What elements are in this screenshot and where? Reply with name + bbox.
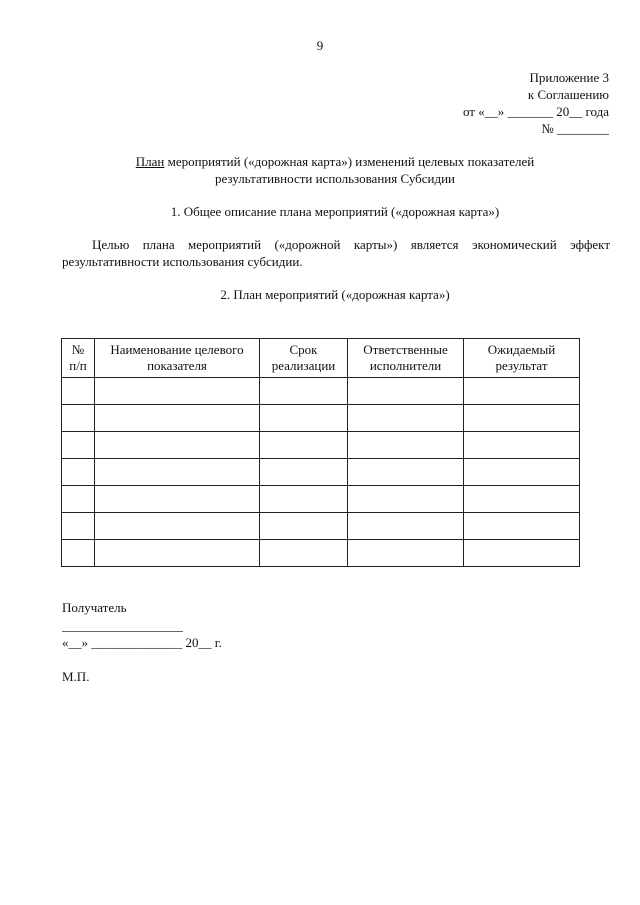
- table-cell: [348, 513, 464, 540]
- table-cell: [348, 432, 464, 459]
- annex-number: № ________: [541, 121, 609, 136]
- table-cell: [95, 486, 260, 513]
- header-deadline: Срок реализации: [260, 339, 348, 378]
- table-cell: [95, 459, 260, 486]
- document-title: [60, 153, 610, 187]
- header-indicator-name: Наименование целевого показателя: [95, 339, 260, 378]
- table-row: [62, 405, 580, 432]
- table-cell: [62, 513, 95, 540]
- table-cell: [62, 486, 95, 513]
- table-cell: [95, 432, 260, 459]
- table-row: [62, 432, 580, 459]
- title-line1: мероприятий («дорожная карта») изменений целевых показателей: [164, 154, 535, 169]
- table-cell: [464, 513, 580, 540]
- header-number: № п/п: [62, 339, 95, 378]
- table-cell: [464, 432, 580, 459]
- table-header-row: [62, 339, 580, 378]
- date-line: «__» ______________ 20__ г.: [62, 635, 222, 650]
- section1-text: Целью плана мероприятий («дорожной карты») является экономический эффект результативности использования субсидии.: [62, 237, 610, 269]
- table-cell: [62, 459, 95, 486]
- table-cell: [348, 378, 464, 405]
- table-cell: [348, 459, 464, 486]
- stamp-label: М.П.: [62, 669, 90, 684]
- header-responsible: Ответственные исполнители: [348, 339, 464, 378]
- table-cell: [464, 405, 580, 432]
- annex-agreement: к Соглашению: [527, 87, 609, 102]
- table-cell: [62, 540, 95, 567]
- title-line2: результативности использования Субсидии: [214, 171, 456, 186]
- plan-table: [61, 338, 580, 567]
- table-row: [62, 459, 580, 486]
- annex-date: от «__» _______ 20__ года: [462, 104, 609, 119]
- table-row: [62, 540, 580, 567]
- table-cell: [62, 405, 95, 432]
- table-cell: [464, 459, 580, 486]
- table-cell: [95, 540, 260, 567]
- table-row: [62, 486, 580, 513]
- table-cell: [95, 405, 260, 432]
- table-cell: [348, 486, 464, 513]
- annex-header: [463, 69, 609, 137]
- title-underlined-word: План: [135, 154, 165, 169]
- section2-heading: 2. План мероприятий («дорожная карта»): [220, 287, 450, 302]
- table-cell: [260, 459, 348, 486]
- table-cell: [348, 540, 464, 567]
- table-row: [62, 378, 580, 405]
- table-cell: [95, 513, 260, 540]
- table-cell: [348, 405, 464, 432]
- table-row: [62, 513, 580, 540]
- table-cell: [464, 540, 580, 567]
- signature-line: [62, 631, 183, 632]
- annex-title: Приложение 3: [529, 70, 609, 85]
- table-cell: [260, 486, 348, 513]
- table-cell: [260, 432, 348, 459]
- table-cell: [260, 513, 348, 540]
- table-cell: [62, 432, 95, 459]
- table-cell: [464, 486, 580, 513]
- table-cell: [62, 378, 95, 405]
- recipient-label: Получатель: [62, 600, 127, 615]
- header-expected-result: Ожидаемый результат: [464, 339, 580, 378]
- table-body: [62, 378, 580, 567]
- table-cell: [260, 405, 348, 432]
- table-cell: [260, 540, 348, 567]
- page-number: 9: [316, 38, 324, 53]
- table-cell: [95, 378, 260, 405]
- section1-heading: 1. Общее описание плана мероприятий («дорожная карта»): [170, 204, 500, 219]
- table-cell: [464, 378, 580, 405]
- table-cell: [260, 378, 348, 405]
